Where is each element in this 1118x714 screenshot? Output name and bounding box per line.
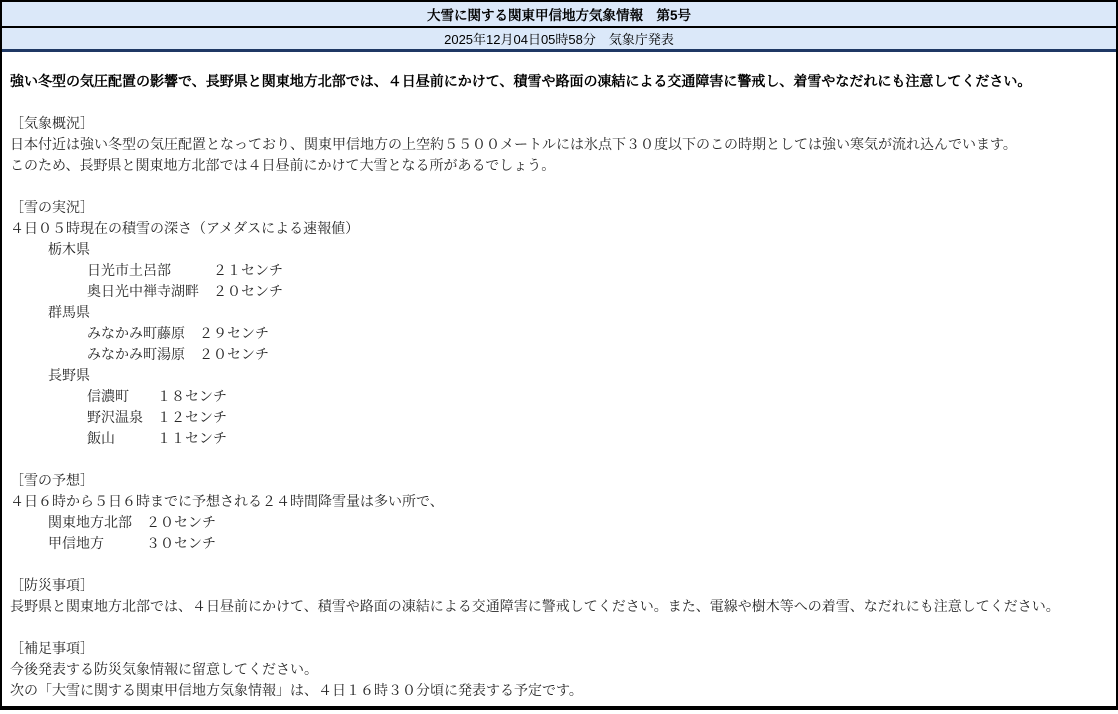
text-line: 飯山 １１センチ xyxy=(87,430,227,446)
issue-date-bar xyxy=(2,28,1116,52)
text-line: 長野県 xyxy=(48,367,90,383)
text-line: 甲信地方 ３０センチ xyxy=(48,535,216,551)
blank-line xyxy=(10,554,1108,575)
blank-line xyxy=(10,449,1108,470)
text-line: 今後発表する防災気象情報に留意してください。 xyxy=(10,661,318,677)
bulletin-title: 大雪に関する関東甲信地方気象情報 第5号 xyxy=(426,8,691,23)
text-line: 信濃町 １８センチ xyxy=(87,388,227,404)
text-line: 栃木県 xyxy=(48,241,90,257)
text-line: ［防災事項］ xyxy=(10,577,94,593)
title-bar xyxy=(2,2,1116,28)
bulletin-body xyxy=(2,52,1116,701)
text-line: みなかみ町藤原 ２９センチ xyxy=(87,325,269,341)
text-line: 奥日光中禅寺湖畔 ２０センチ xyxy=(87,283,283,299)
text-line: 関東地方北部 ２０センチ xyxy=(48,514,216,530)
text-line: ［気象概況］ xyxy=(10,115,94,131)
text-line: 長野県と関東地方北部では、４日昼前にかけて、積雪や路面の凍結による交通障害に警戒してください。また、電線や樹木等への着雪、なだれにも注意してください。 xyxy=(10,598,1060,614)
text-line: ４日０５時現在の積雪の深さ（アメダスによる速報値） xyxy=(10,220,360,236)
text-line: ［補足事項］ xyxy=(10,640,94,656)
blank-line xyxy=(10,92,1108,113)
blank-line xyxy=(10,176,1108,197)
text-line: 日光市土呂部 ２１センチ xyxy=(87,262,283,278)
text-line: 野沢温泉 １２センチ xyxy=(87,409,227,425)
text-line: 次の「大雪に関する関東甲信地方気象情報」は、４日１６時３０分頃に発表する予定です。 xyxy=(10,682,583,698)
blank-line xyxy=(10,617,1108,638)
text-line: このため、長野県と関東地方北部では４日昼前にかけて大雪となる所があるでしょう。 xyxy=(10,157,556,173)
text-line: ４日６時から５日６時までに予想される２４時間降雪量は多い所で、 xyxy=(10,493,444,509)
text-line: ［雪の実況］ xyxy=(10,199,94,215)
text-line: ［雪の予想］ xyxy=(10,472,94,488)
text-line: 強い冬型の気圧配置の影響で、長野県と関東地方北部では、４日昼前にかけて、積雪や路面の凍結による交通障害に警戒し、着雪やなだれにも注意してください。 xyxy=(10,73,1032,89)
text-line: みなかみ町湯原 ２０センチ xyxy=(87,346,269,362)
text-line: 日本付近は強い冬型の気圧配置となっており、関東甲信地方の上空約５５００メートルには氷点下３０度以下のこの時期としては強い寒気が流れ込んでいます。 xyxy=(10,136,1017,152)
text-line: 群馬県 xyxy=(48,304,90,320)
issue-timestamp: 2025年12月04日05時58分 気象庁発表 xyxy=(444,32,674,47)
